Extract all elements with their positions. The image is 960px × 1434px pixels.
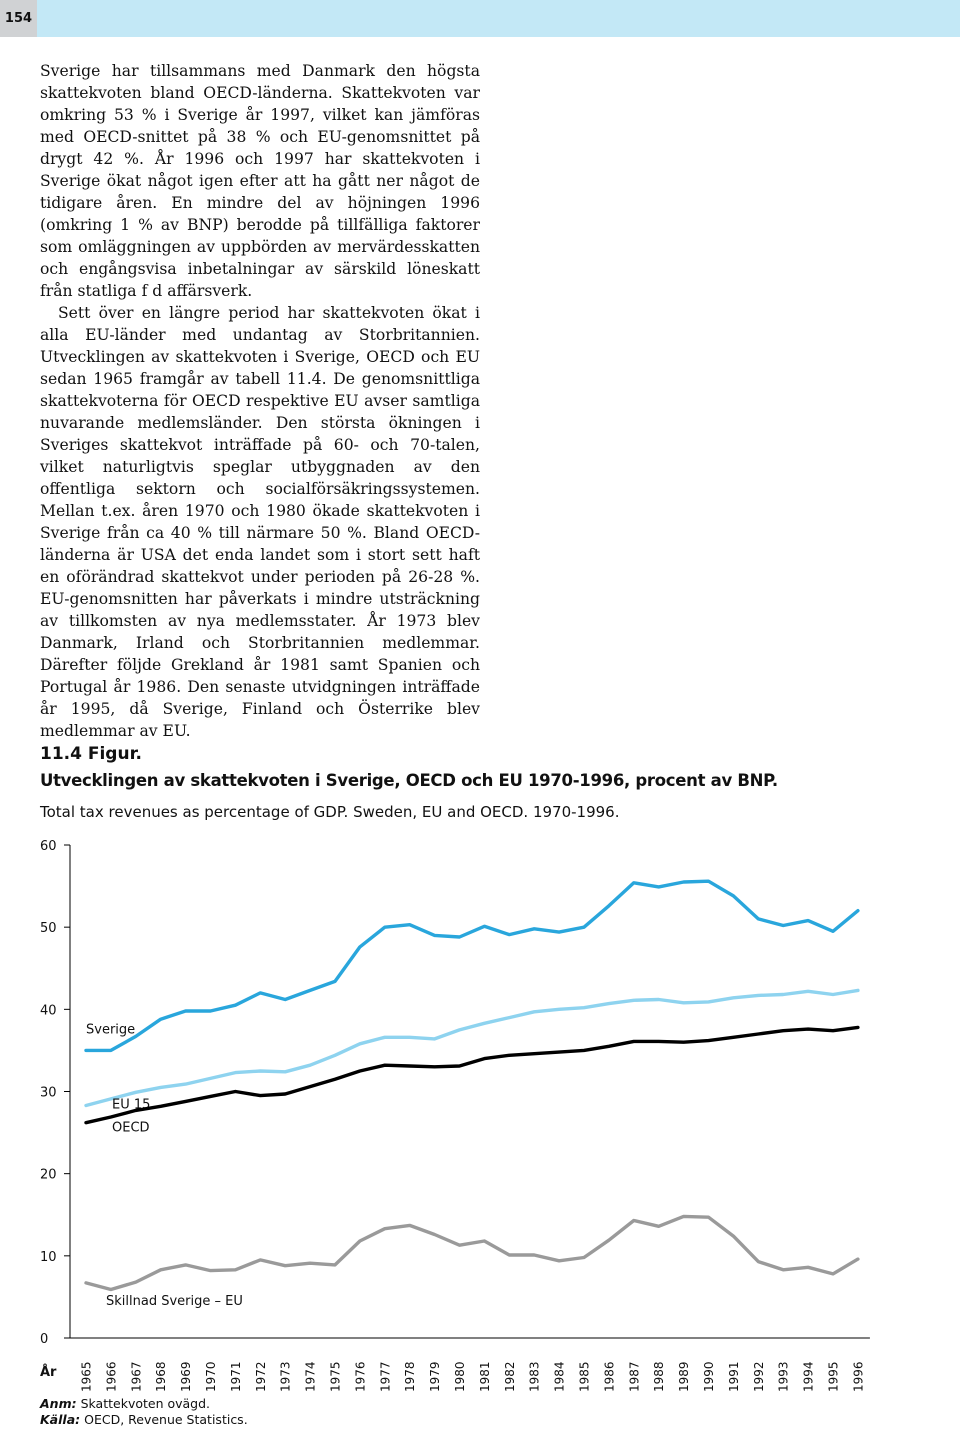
series-label-0: Sverige <box>86 1022 136 1038</box>
x-tick-label: 1966 <box>104 1361 119 1392</box>
y-tick-label: 50 <box>40 921 57 937</box>
x-tick-label: 1992 <box>751 1361 766 1392</box>
x-tick-label: 1965 <box>79 1361 94 1392</box>
x-tick-label: 1987 <box>627 1361 642 1392</box>
x-tick-label: 1982 <box>502 1361 517 1392</box>
figure-title: Utvecklingen av skattekvoten i Sverige, OECD och EU 1970-1996, procent av BNP. <box>40 771 778 790</box>
x-tick-label: 1994 <box>801 1361 816 1392</box>
series-line-2 <box>86 1027 858 1122</box>
x-tick-label: 1989 <box>677 1361 692 1392</box>
x-tick-label: 1967 <box>129 1361 144 1392</box>
series-line-3 <box>86 1216 858 1289</box>
x-tick-label: 1975 <box>328 1361 343 1392</box>
x-tick-label: 1971 <box>228 1361 243 1392</box>
page-number: 154 <box>0 0 37 37</box>
y-tick-label: 20 <box>40 1167 57 1183</box>
x-tick-label: 1980 <box>453 1361 467 1392</box>
line-chart <box>0 820 960 1395</box>
x-tick-label: 1978 <box>403 1361 418 1392</box>
note-anm <box>40 1396 248 1412</box>
series-label-2: OECD <box>112 1120 150 1136</box>
figure-number: 11.4 Figur. <box>40 744 142 764</box>
note-source-label: Källa: <box>40 1412 81 1427</box>
x-tick-label: 1981 <box>477 1361 492 1392</box>
x-tick-label: 1990 <box>702 1361 716 1392</box>
x-tick-label: 1991 <box>726 1361 741 1392</box>
x-tick-label: 1984 <box>552 1361 567 1392</box>
note-anm-label: Anm: <box>40 1396 77 1411</box>
y-tick-label: 30 <box>40 1085 57 1101</box>
x-tick-label: 1993 <box>776 1361 791 1392</box>
figure-notes <box>40 1396 248 1428</box>
x-tick-label: 1983 <box>527 1361 542 1392</box>
y-tick-label: 0 <box>40 1332 49 1347</box>
y-tick-label: 40 <box>40 1003 57 1019</box>
x-tick-label: 1985 <box>577 1361 592 1392</box>
x-tick-label: 1986 <box>602 1361 617 1392</box>
note-source <box>40 1412 248 1428</box>
x-axis-title: År <box>40 1365 57 1380</box>
x-tick-label: 1977 <box>378 1361 393 1392</box>
note-source-text: OECD, Revenue Statistics. <box>84 1412 248 1427</box>
x-tick-label: 1972 <box>253 1361 268 1392</box>
x-tick-label: 1976 <box>353 1361 368 1392</box>
series-label-1: EU 15 <box>112 1097 151 1113</box>
x-tick-label: 1974 <box>303 1361 318 1392</box>
x-tick-label: 1969 <box>179 1361 194 1392</box>
x-tick-label: 1988 <box>652 1361 667 1392</box>
x-tick-label: 1995 <box>826 1361 841 1392</box>
body-text <box>40 60 480 742</box>
note-anm-text: Skattekvoten ovägd. <box>80 1396 211 1411</box>
paragraph-1: Sverige har tillsammans med Danmark den högsta skattekvoten bland OECD-länderna. Skattekvoten var omkring 53 % i Sverige år 1997, vilket kan jämföras med OECD-snittet på 38 % och EU-genomsnittet på drygt 42 %. År 1996 och 1997 har skattekvoten i Sverige ökat något igen efter att ha gått ner något de tidigare åren. En mindre del av höjningen 1996 (omkring 1 % av BNP) berodde på tillfälliga faktorer som omläggningen av uppbörden av mervärdesskatten och engångsvisa inbetalningar av särskild löneskatt från statliga f d affärsverk. <box>40 62 480 300</box>
x-tick-label: 1968 <box>154 1361 169 1392</box>
x-tick-label: 1996 <box>851 1361 866 1392</box>
y-tick-label: 60 <box>40 839 57 854</box>
series-line-1 <box>86 990 858 1105</box>
header-band <box>37 0 960 37</box>
x-tick-label: 1970 <box>204 1361 218 1392</box>
y-tick-label: 10 <box>40 1249 57 1265</box>
series-label-3: Skillnad Sverige – EU <box>106 1294 243 1309</box>
figure-subtitle: Total tax revenues as percentage of GDP. Sweden, EU and OECD. 1970-1996. <box>40 803 620 821</box>
paragraph-2: Sett över en längre period har skattekvoten ökat i alla EU-länder med undantag av Storbritannien. Utvecklingen av skattekvoten i Sverige, OECD och EU sedan 1965 framgår av tabell 11.4. De genomsnittliga skattekvoterna för OECD respektive EU avser samtliga nuvarande medlemsländer. Den största ökningen i Sveriges skattekvot inträffade på 60- och 70-talen, vilket naturligtvis speglar utbyggnaden av den offentliga sektorn och socialförsäkringssystemen. Mellan t.ex. åren 1970 och 1980 ökade skattekvoten i Sverige från ca 40 % till närmare 50 %. Bland OECD-länderna är USA det enda landet som i stort sett haft en oförändrad skattekvot under perioden på 26-28 %. EU-genomsnitten har påverkats i mindre utsträckning av tillkomsten av nya medlemsstater. År 1973 blev Danmark, Irland och Storbritannien medlemmar. Därefter följde Grekland år 1981 samt Spanien och Portugal år 1986. Den senaste utvidgningen inträffade år 1995, då Sverige, Finland och Österrike blev medlemmar av EU. <box>40 304 480 740</box>
x-tick-label: 1979 <box>428 1361 443 1392</box>
x-tick-label: 1973 <box>278 1361 293 1392</box>
